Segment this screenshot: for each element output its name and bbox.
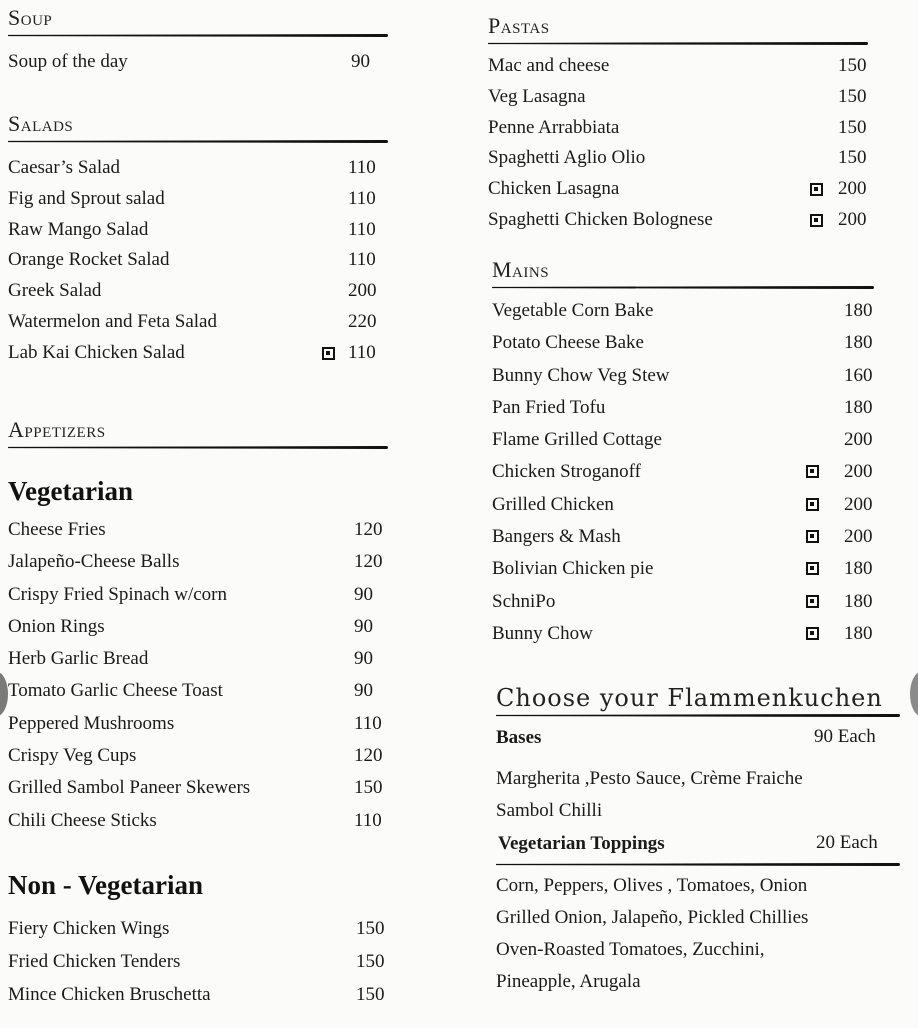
item-price: 180	[844, 332, 873, 354]
item-price: 150	[356, 951, 385, 972]
item-name: Cheese Fries	[8, 519, 106, 540]
menu-item	[488, 82, 868, 113]
item-price: 110	[348, 249, 376, 271]
item-name: Flame Grilled Cottage	[492, 429, 662, 451]
toppings-header	[496, 833, 906, 863]
menu-item	[8, 276, 388, 307]
section-rule	[496, 863, 900, 866]
item-price: 90	[354, 648, 373, 670]
item-price: 200	[838, 178, 867, 200]
item-name: SchniPo	[492, 590, 556, 612]
item-name: Spaghetti Chicken Bolognese	[488, 208, 713, 230]
item-name: Raw Mango Salad	[8, 218, 149, 240]
item-price: 150	[838, 85, 867, 107]
menu-item	[8, 643, 388, 675]
section-title-pastas: Pastas	[488, 13, 550, 38]
item-name: Watermelon and Feta Salad	[8, 310, 217, 332]
menu-item	[492, 586, 874, 618]
item-name: Bolivian Chicken pie	[492, 558, 654, 580]
menu-item	[8, 184, 388, 215]
item-name: Herb Garlic Bread	[8, 648, 149, 670]
item-name: Fig and Sprout salad	[8, 187, 165, 209]
item-price: 180	[844, 622, 873, 644]
item-name: Crispy Veg Cups	[8, 745, 137, 767]
menu-item	[8, 47, 388, 78]
menu-item	[8, 338, 388, 369]
item-name: Fried Chicken Tenders	[8, 951, 181, 972]
mains-list	[492, 295, 874, 650]
item-price: 220	[348, 310, 377, 332]
menu-item	[492, 392, 874, 424]
nonveg-list	[8, 912, 388, 1011]
soup-section	[8, 4, 388, 78]
menu-item	[8, 675, 388, 707]
pastas-list	[488, 51, 868, 236]
menu-item	[488, 113, 868, 144]
non-veg-icon	[806, 465, 819, 478]
menu-item	[8, 153, 388, 184]
section-title-flammenkuchen: Choose your Flammenkuchen	[496, 684, 883, 712]
item-name: Caesar’s Salad	[8, 157, 121, 178]
subsection-title-nonveg: Non - Vegetarian	[8, 870, 203, 900]
non-veg-icon	[806, 627, 819, 640]
mains-section	[492, 256, 874, 650]
toppings-line: Pineapple, Arugala	[496, 971, 641, 992]
item-name: Crispy Fried Spinach w/corn	[8, 583, 228, 605]
page-edge-mark	[910, 672, 918, 716]
section-rule	[8, 446, 388, 449]
item-price: 180	[844, 396, 873, 418]
toppings-line: Corn, Peppers, Olives , Tomatoes, Onion	[496, 875, 808, 896]
item-name: Jalapeño-Cheese Balls	[8, 551, 180, 573]
menu-item	[492, 489, 874, 521]
menu-item	[8, 945, 388, 978]
menu-item	[8, 307, 388, 338]
item-price: 150	[838, 116, 867, 138]
item-name: Pan Fried Tofu	[492, 396, 606, 418]
item-price: 90	[354, 680, 373, 702]
item-name: Chili Cheese Sticks	[8, 809, 157, 831]
bases-header	[496, 727, 906, 763]
section-title-mains: Mains	[492, 257, 550, 282]
flammenkuchen-section	[496, 684, 906, 998]
menu-item	[8, 772, 388, 804]
item-price: 110	[348, 218, 376, 240]
item-price: 90	[354, 583, 373, 605]
menu-item	[8, 805, 388, 837]
item-price: 110	[354, 809, 382, 831]
item-name: Veg Lasagna	[488, 85, 586, 107]
menu-item	[8, 579, 388, 611]
bases-label: Bases	[496, 727, 542, 748]
item-price: 200	[348, 280, 377, 302]
item-price: 90	[351, 51, 370, 72]
menu-item	[492, 456, 874, 488]
bases-price: 90 Each	[814, 726, 876, 747]
menu-item	[8, 245, 388, 276]
item-name: Lab Kai Chicken Salad	[8, 341, 185, 363]
pastas-section	[488, 12, 868, 236]
non-veg-icon	[806, 530, 819, 543]
item-name: Chicken Lasagna	[488, 178, 620, 200]
menu-item	[8, 978, 388, 1011]
item-name: Grilled Chicken	[492, 493, 614, 515]
menu-item	[492, 618, 874, 650]
item-price: 120	[354, 519, 383, 540]
item-price: 110	[348, 341, 376, 363]
bases-line: Sambol Chilli	[496, 800, 603, 821]
item-name: Soup of the day	[8, 51, 128, 72]
item-name: Grilled Sambol Paneer Skewers	[8, 777, 251, 799]
item-price: 110	[354, 712, 382, 734]
subsection-title-vegetarian: Vegetarian	[8, 476, 133, 506]
item-price: 180	[844, 300, 873, 321]
vegetarian-appetizers	[8, 474, 388, 837]
item-name: Spaghetti Aglio Olio	[488, 147, 646, 169]
item-price: 200	[838, 208, 867, 230]
menu-item	[488, 51, 868, 82]
item-name: Vegetable Corn Bake	[492, 300, 654, 321]
menu-item	[8, 912, 388, 945]
item-name: Bangers & Mash	[492, 526, 621, 548]
menu-item	[8, 708, 388, 740]
item-name: Mince Chicken Bruschetta	[8, 984, 211, 1005]
item-name: Potato Cheese Bake	[492, 332, 644, 354]
item-name: Penne Arrabbiata	[488, 116, 620, 138]
toppings-line: Grilled Onion, Jalapeño, Pickled Chillies	[496, 907, 809, 928]
item-price: 200	[844, 461, 873, 483]
menu-item	[488, 143, 868, 174]
item-price: 180	[844, 590, 873, 612]
item-price: 150	[356, 918, 385, 939]
page-edge-mark	[0, 672, 8, 716]
toppings-label: Vegetarian Toppings	[498, 833, 665, 854]
menu-item	[492, 521, 874, 553]
item-price: 110	[348, 157, 376, 178]
non-veg-icon	[806, 498, 819, 511]
item-price: 120	[354, 745, 383, 767]
item-name: Orange Rocket Salad	[8, 249, 170, 271]
menu-item	[488, 205, 868, 236]
item-name: Tomato Garlic Cheese Toast	[8, 680, 223, 702]
item-name: Fiery Chicken Wings	[8, 918, 170, 939]
nonveg-appetizers	[8, 868, 388, 1011]
section-rule	[8, 34, 388, 37]
item-price: 150	[356, 984, 385, 1005]
item-price: 150	[354, 777, 383, 799]
item-price: 200	[844, 493, 873, 515]
salads-list	[8, 153, 388, 369]
non-veg-icon	[810, 183, 823, 196]
section-title-salads: Salads	[8, 111, 74, 136]
item-name: Peppered Mushrooms	[8, 712, 175, 734]
item-name: Greek Salad	[8, 280, 102, 302]
menu-item	[8, 514, 388, 546]
section-title-appetizers: Appetizers	[8, 417, 106, 442]
menu-item	[492, 327, 874, 359]
item-price: 200	[844, 429, 873, 451]
non-veg-icon	[806, 595, 819, 608]
item-name: Bunny Chow	[492, 622, 593, 644]
item-price: 160	[844, 364, 873, 386]
menu-item	[8, 611, 388, 643]
toppings-price: 20 Each	[816, 832, 878, 853]
toppings-line: Oven-Roasted Tomatoes, Zucchini,	[496, 939, 765, 960]
section-rule	[488, 42, 868, 45]
menu-item	[492, 424, 874, 456]
section-rule	[492, 286, 874, 289]
salads-section	[8, 110, 388, 369]
item-price: 180	[844, 558, 873, 580]
item-price: 120	[354, 551, 383, 573]
menu-item	[8, 740, 388, 772]
section-rule	[496, 714, 900, 717]
section-rule	[8, 140, 388, 143]
item-name: Chicken Stroganoff	[492, 461, 641, 483]
non-veg-icon	[322, 347, 335, 360]
non-veg-icon	[810, 214, 823, 227]
menu-item	[492, 295, 874, 327]
item-price: 110	[348, 187, 376, 209]
non-veg-icon	[806, 562, 819, 575]
item-name: Onion Rings	[8, 615, 105, 637]
menu-item	[492, 360, 874, 392]
item-name: Bunny Chow Veg Stew	[492, 364, 670, 386]
menu-item	[8, 215, 388, 246]
bases-line: Margherita ,Pesto Sauce, Crème Fraiche	[496, 768, 803, 789]
menu-item	[492, 553, 874, 585]
item-price: 150	[838, 55, 867, 76]
section-title-soup: Soup	[8, 5, 53, 30]
appetizers-section	[8, 416, 388, 449]
item-name: Mac and cheese	[488, 55, 610, 76]
menu-item	[8, 546, 388, 578]
item-price: 150	[838, 147, 867, 169]
item-price: 200	[844, 526, 873, 548]
item-price: 90	[354, 615, 373, 637]
vegetarian-list	[8, 514, 388, 837]
menu-item	[488, 174, 868, 205]
